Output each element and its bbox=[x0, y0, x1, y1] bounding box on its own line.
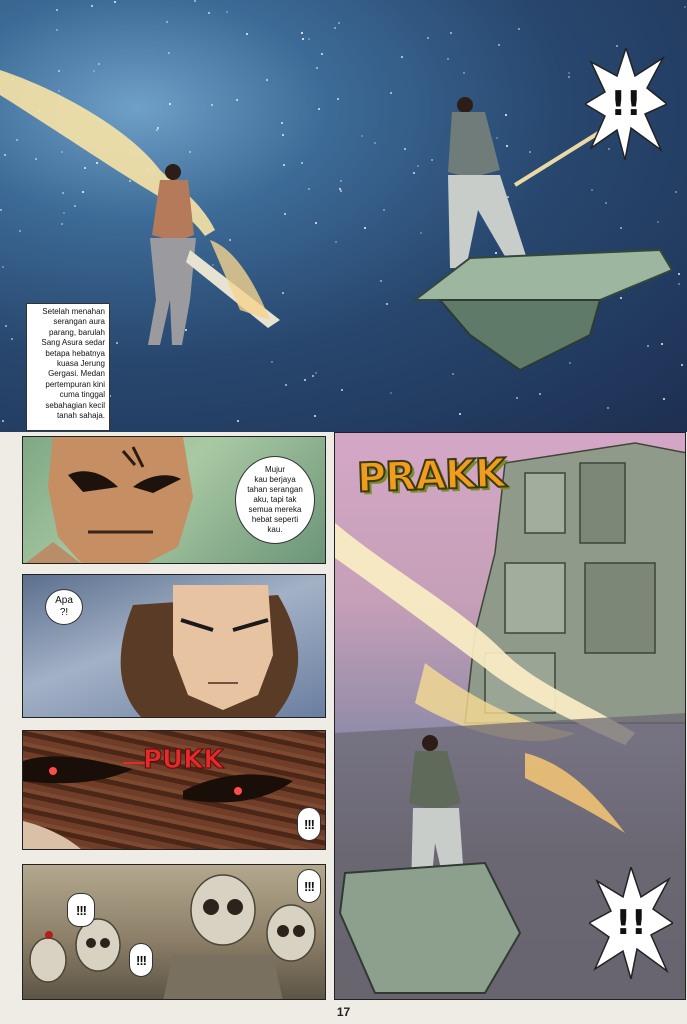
sfx-pukk: PUKK bbox=[143, 745, 224, 775]
page-number: 17 bbox=[336, 1005, 351, 1019]
panel-glowing-eyes bbox=[22, 730, 326, 850]
speech-bubble-apa: Apa ?! bbox=[45, 589, 83, 625]
right-warrior-figure bbox=[448, 97, 600, 268]
left-warrior-figure bbox=[148, 164, 280, 345]
sfx-prakk: PRAKK bbox=[356, 450, 506, 502]
dots-bubble-eyes: !!! bbox=[297, 807, 321, 841]
narration-caption: Setelah menahan serangan aura parang, barulah Sang Asura sedar betapa hebatnya kuasa Jerung Gergasi. Medan pertempuran kini cuma tinggal sebahagian kecil tanah sahaja. bbox=[26, 303, 110, 431]
panel-villain-face bbox=[22, 436, 326, 564]
dots-bubble-skull-3: !!! bbox=[297, 869, 321, 903]
rock-platform bbox=[340, 863, 520, 993]
panel-hero-face bbox=[22, 574, 326, 718]
exclaim-text-top: !! bbox=[610, 84, 642, 124]
skulls-art bbox=[23, 865, 326, 1000]
dots-bubble-skull-2: !!! bbox=[129, 943, 153, 977]
exclaim-burst-top bbox=[585, 48, 667, 160]
panel-space-battle bbox=[0, 0, 687, 432]
exclaim-burst-bottom bbox=[589, 867, 673, 979]
exclaim-text-bottom: !! bbox=[615, 903, 647, 943]
speech-bubble-mujur: Mujur kau berjaya tahan serangan aku, tapi tak semua mereka hebat seperti kau. bbox=[235, 456, 315, 544]
panel-fortress-explosion bbox=[334, 432, 686, 1000]
dots-bubble-skull-1: !!! bbox=[67, 893, 95, 927]
panel-skull-warriors bbox=[22, 864, 326, 1000]
